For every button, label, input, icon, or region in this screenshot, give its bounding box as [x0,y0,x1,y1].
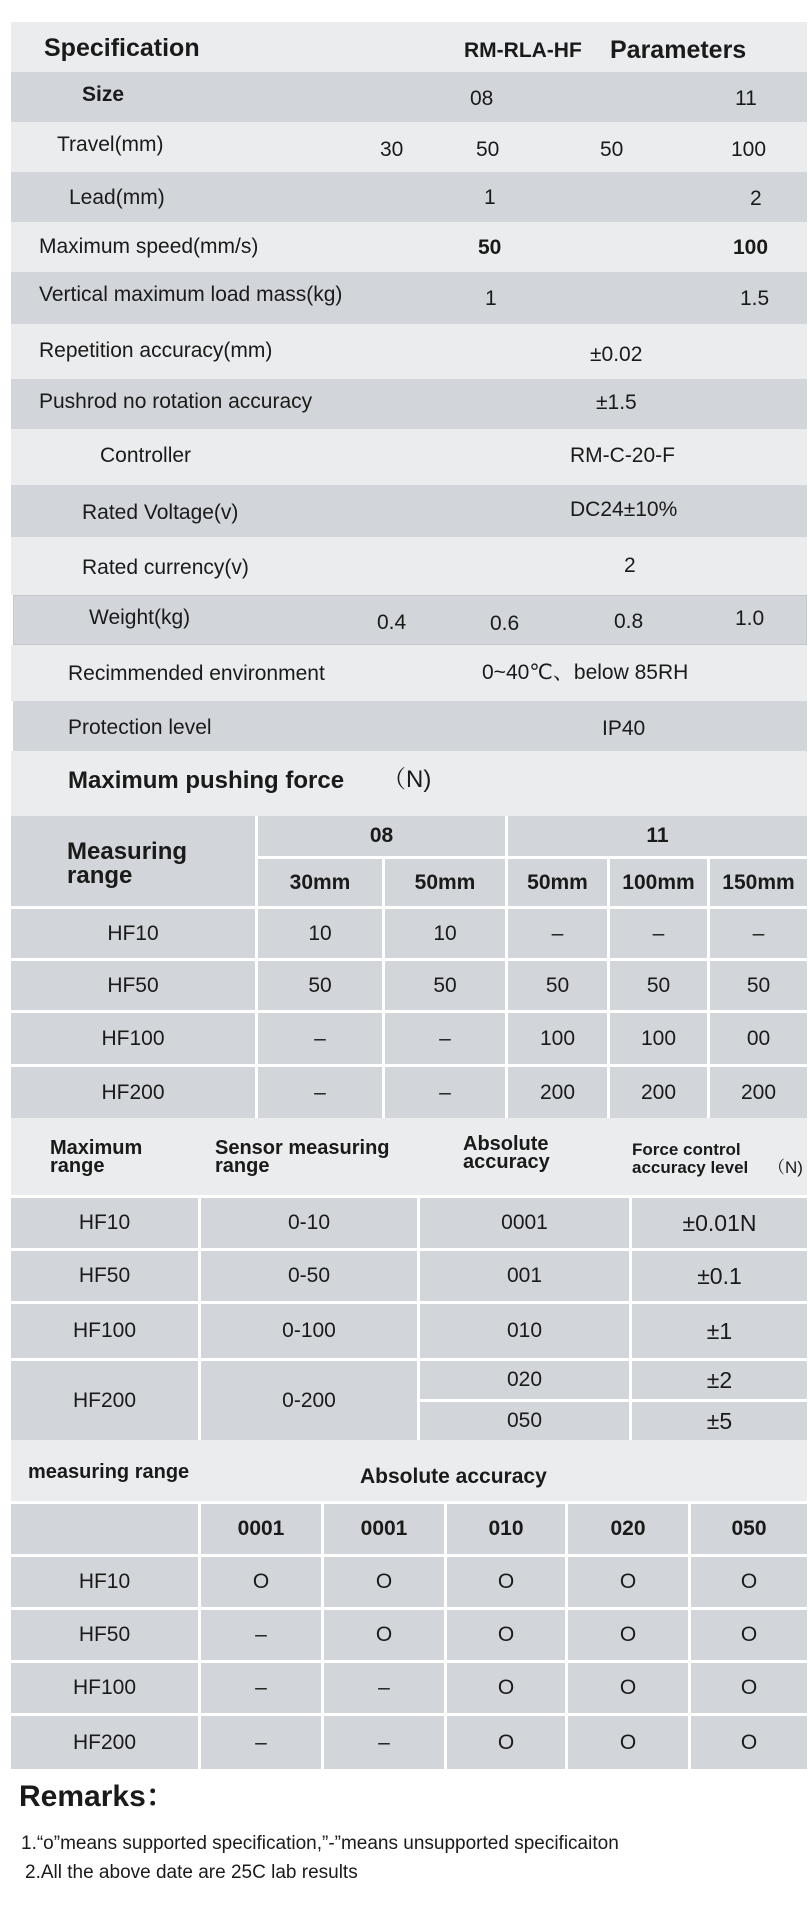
compat-column-header: 050 [691,1504,807,1554]
spec-value: 50 [476,138,500,161]
compat-title-left: measuring range [28,1461,190,1483]
spec-row-label: Pushrod no rotation accuracy [39,390,313,413]
spec-row-label: Repetition accuracy(mm) [39,339,273,362]
spec-row-label: Travel(mm) [57,133,164,156]
compat-row-label: HF200 [11,1716,198,1769]
spec-value: 1 [485,287,497,310]
compat-cell: O [568,1716,688,1769]
force-cell: – [710,909,807,958]
compat-column-header: 020 [568,1504,688,1554]
compat-cell: – [324,1716,444,1769]
spec-value: 100 [733,236,769,259]
force-cell: – [610,909,707,958]
spec-value: 1.0 [735,607,765,630]
compat-cell: O [201,1557,321,1607]
spec-row-label: Rated currency(v) [82,556,249,579]
force-group-11: 11 [508,816,807,856]
sensor-h3: accuracy [463,1151,550,1173]
spec-value: 0.6 [490,612,520,635]
force-cell: 00 [710,1013,807,1064]
spec-params-label: Parameters [610,36,747,64]
sensor-range: 0-100 [201,1304,417,1358]
spec-value: 1.5 [740,287,770,310]
sensor-h2: range [215,1155,270,1177]
spec-row-size [11,72,807,122]
force-cell: 10 [385,909,505,958]
sensor-accuracy: 0001 [420,1198,629,1248]
sensor-level: ±0.01N [632,1198,807,1248]
spec-row-label: Size [82,83,125,106]
sensor-h4-unit: （N) [768,1158,803,1177]
force-title: Maximum pushing force [68,767,345,794]
force-cell: 200 [610,1067,707,1118]
sensor-h1: range [50,1155,105,1177]
sensor-level: ±2 [632,1361,807,1399]
spec-value: ±1.5 [596,391,637,414]
compat-cell: O [691,1557,807,1607]
force-cell: 50 [508,961,607,1010]
compat-cell: – [324,1663,444,1713]
spec-row-label: Vertical maximum load mass(kg) [39,283,343,306]
spec-value: 08 [470,87,494,110]
force-cell: 100 [610,1013,707,1064]
compat-title-right: Absolute accuracy [360,1465,547,1488]
force-travel-header: 150mm [710,859,807,906]
sensor-row-label: HF10 [11,1198,198,1248]
spec-value: DC24±10% [570,498,678,521]
sensor-h2: Sensor measuring [215,1137,390,1159]
sensor-accuracy: 010 [420,1304,629,1358]
force-cell: – [508,909,607,958]
spec-value: 11 [735,87,757,110]
sensor-h4: accuracy level [632,1158,749,1177]
compat-cell: O [324,1557,444,1607]
spec-row-label: Lead(mm) [69,186,165,209]
spec-value: IP40 [602,717,646,740]
compat-row-label: HF50 [11,1610,198,1660]
spec-value: 50 [478,236,502,259]
compat-cell: O [691,1663,807,1713]
remarks-title: Remarks： [19,1780,176,1813]
spec-value: ±0.02 [590,343,643,366]
spec-value: RM-C-20-F [570,444,675,467]
sensor-level: ±1 [632,1304,807,1358]
spec-model: RM-RLA-HF [464,39,582,62]
sensor-h3: Absolute [463,1133,549,1155]
force-travel-header: 30mm [258,859,382,906]
force-cell: 100 [508,1013,607,1064]
compat-column-header: 0001 [201,1504,321,1554]
compat-cell: O [447,1663,565,1713]
spec-value: 30 [380,138,404,161]
remark-line-2: 2.All the above date are 25C lab results [25,1862,358,1883]
force-cell: 10 [258,909,382,958]
force-cell: 50 [385,961,505,1010]
compat-row-label: HF10 [11,1557,198,1607]
sensor-level: ±0.1 [632,1251,807,1301]
compat-row-label: HF100 [11,1663,198,1713]
force-cell: 200 [710,1067,807,1118]
spec-row-label: Rated Voltage(v) [82,501,239,524]
sensor-accuracy: 050 [420,1402,629,1440]
spec-row-label: Maximum speed(mm/s) [39,235,259,258]
spec-row-label: Controller [100,444,192,467]
force-cell: – [258,1013,382,1064]
force-travel-header: 50mm [385,859,505,906]
compat-cell: – [201,1610,321,1660]
compat-column-header: 0001 [324,1504,444,1554]
compat-cell: O [691,1716,807,1769]
compat-cell: – [201,1663,321,1713]
compat-cell: O [568,1663,688,1713]
compat-corner [11,1504,198,1554]
spec-row-label: Weight(kg) [89,606,191,629]
force-cell: – [258,1067,382,1118]
sensor-range: 0-50 [201,1251,417,1301]
compat-cell: O [324,1610,444,1660]
force-cell: 50 [710,961,807,1010]
sensor-accuracy: 020 [420,1361,629,1399]
compat-cell: O [568,1557,688,1607]
spec-value: 0~40℃、below 85RH [482,661,689,684]
force-row-label: HF100 [11,1013,255,1064]
force-cell: 50 [258,961,382,1010]
force-travel-header: 100mm [610,859,707,906]
spec-row-label: Protection level [68,716,212,739]
sensor-row-label: HF200 [11,1361,198,1440]
force-range-header: Measuring range [11,816,255,906]
spec-title: Specification [44,34,200,62]
sensor-row-label: HF100 [11,1304,198,1358]
spec-value: 0.4 [377,611,407,634]
spec-value: 2 [624,554,636,577]
force-travel-header: 50mm [508,859,607,906]
sensor-accuracy: 001 [420,1251,629,1301]
force-cell: 200 [508,1067,607,1118]
sensor-h4: Force control [632,1140,741,1159]
sensor-row-label: HF50 [11,1251,198,1301]
compat-cell: O [447,1610,565,1660]
spec-value: 100 [731,138,767,161]
spec-value: 1 [484,186,496,209]
spec-value: 50 [600,138,624,161]
compat-cell: O [568,1610,688,1660]
spec-value: 0.8 [614,610,644,633]
force-cell: 50 [610,961,707,1010]
compat-column-header: 010 [447,1504,565,1554]
force-row-label: HF200 [11,1067,255,1118]
sensor-level: ±5 [632,1402,807,1440]
sensor-h1: Maximum [50,1137,143,1159]
spec-row-label: Recimmended environment [68,662,325,685]
force-cell: – [385,1013,505,1064]
force-unit: （N) [382,766,432,793]
force-group-08: 08 [258,816,505,856]
compat-cell: – [201,1716,321,1769]
remark-line-1: 1.“o”means supported specification,”-”means unsupported specificaiton [21,1833,619,1854]
force-row-label: HF50 [11,961,255,1010]
sensor-range: 0-200 [201,1361,417,1440]
compat-cell: O [691,1610,807,1660]
force-cell: – [385,1067,505,1118]
sensor-range: 0-10 [201,1198,417,1248]
spec-value: 2 [750,187,762,210]
force-row-label: HF10 [11,909,255,958]
compat-cell: O [447,1716,565,1769]
compat-cell: O [447,1557,565,1607]
